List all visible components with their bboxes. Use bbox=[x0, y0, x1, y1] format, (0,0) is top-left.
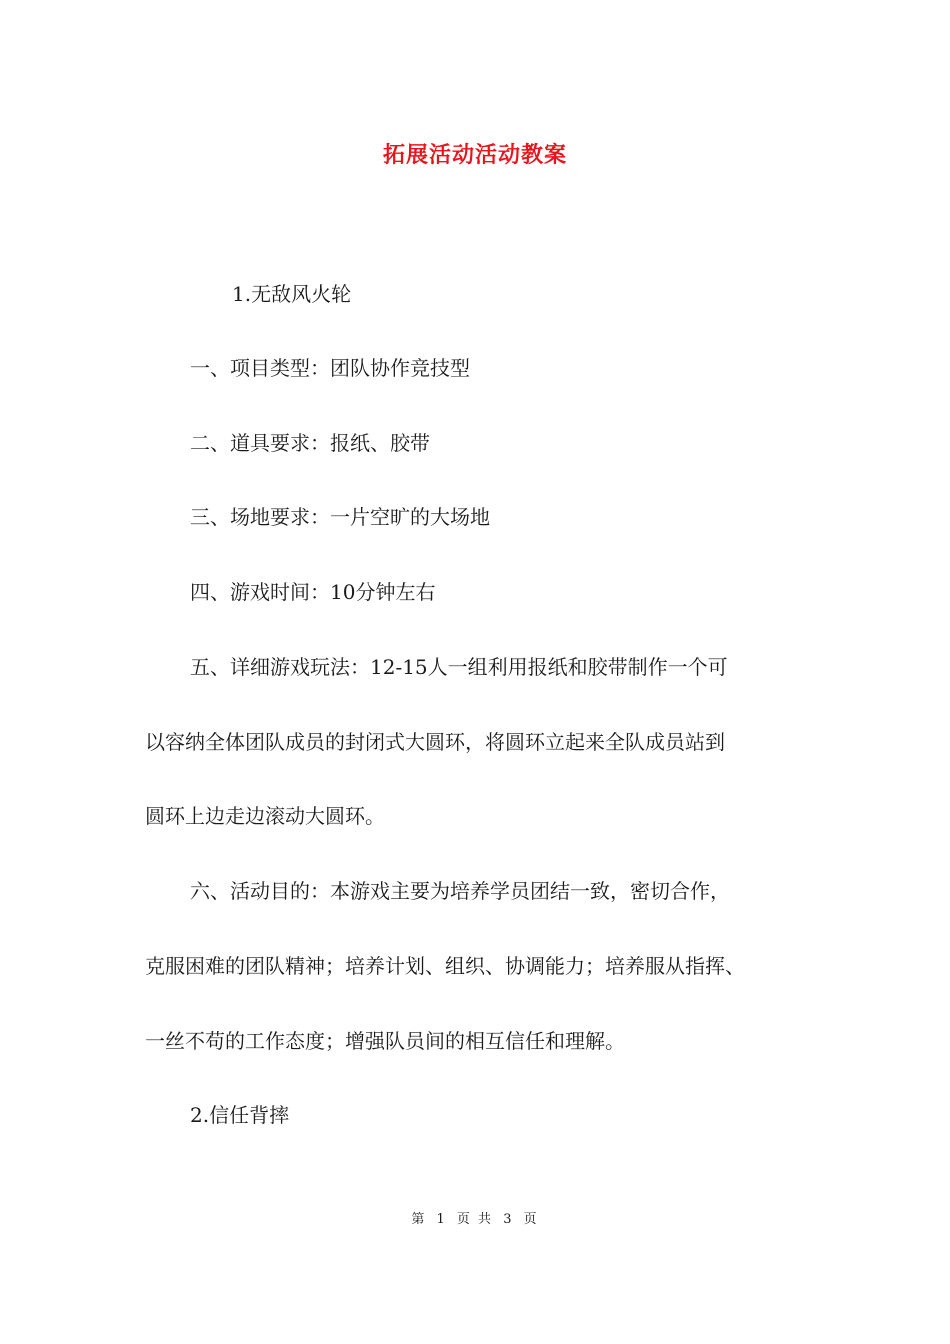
footer-total-pages: 3 bbox=[503, 1212, 514, 1227]
paragraph-gameplay-line-2: 以容纳全体团队成员的封闭式大圆环，将圆环立起来全队成员站到 bbox=[145, 730, 725, 754]
paragraph-gameplay-line-1: 五、详细游戏玩法：12-15人一组利用报纸和胶带制作一个可 bbox=[190, 655, 728, 679]
footer-prefix: 第 bbox=[411, 1212, 427, 1227]
page-footer bbox=[0, 1208, 950, 1227]
paragraph-purpose-line-3: 一丝不苟的工作态度；增强队员间的相互信任和理解。 bbox=[145, 1029, 625, 1053]
paragraph-purpose-line-1: 六、活动目的：本游戏主要为培养学员团结一致，密切合作， bbox=[190, 879, 730, 903]
paragraph-venue: 三、场地要求：一片空旷的大场地 bbox=[190, 505, 490, 529]
paragraph-props: 二、道具要求：报纸、胶带 bbox=[190, 431, 430, 455]
section-heading-2: 2.信任背摔 bbox=[190, 1103, 290, 1127]
document-title: 拓展活动活动教案 bbox=[382, 142, 567, 168]
paragraph-game-time: 四、游戏时间：10分钟左右 bbox=[190, 580, 436, 604]
paragraph-project-type: 一、项目类型：团队协作竞技型 bbox=[190, 356, 470, 380]
paragraph-purpose-line-2: 克服困难的团队精神；培养计划、组织、协调能力；培养服从指挥、 bbox=[145, 954, 745, 978]
paragraph-gameplay-line-3: 圆环上边走边滚动大圆环。 bbox=[145, 804, 385, 828]
footer-suffix: 页 bbox=[523, 1212, 539, 1227]
footer-current-page: 1 bbox=[436, 1212, 447, 1227]
section-heading-1: 1.无敌风火轮 bbox=[232, 282, 352, 306]
footer-middle: 页 共 bbox=[456, 1212, 494, 1227]
